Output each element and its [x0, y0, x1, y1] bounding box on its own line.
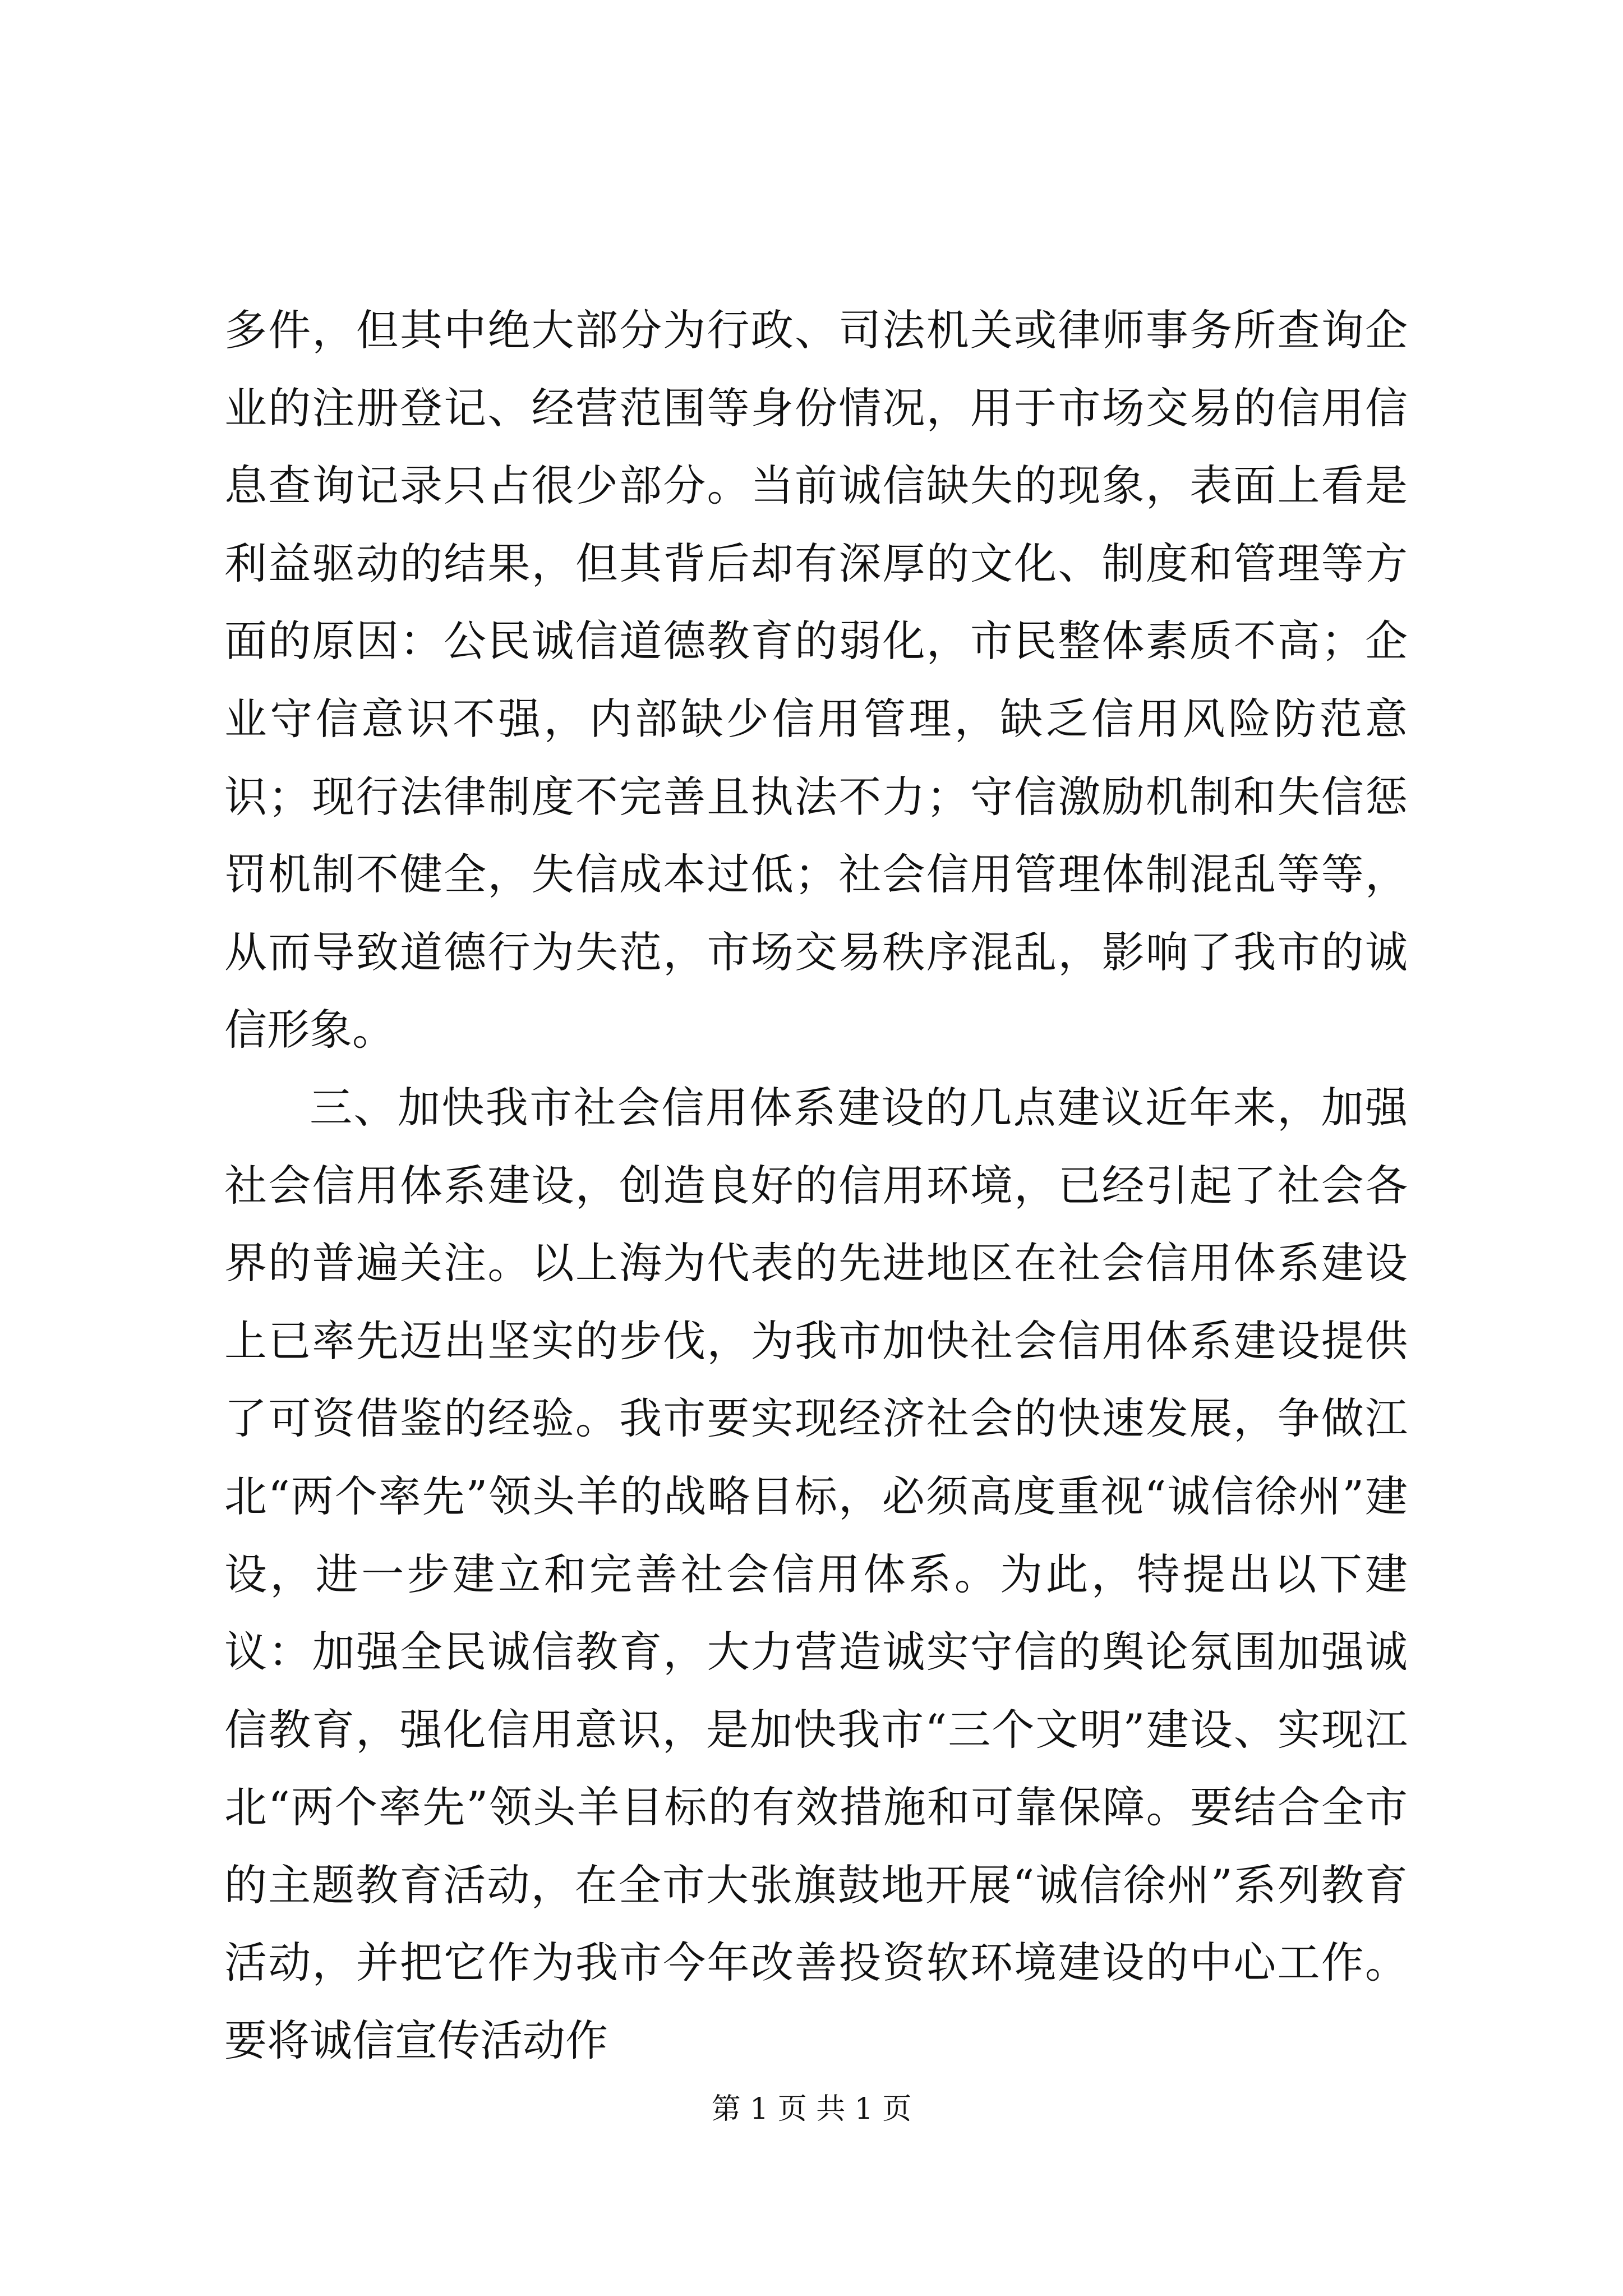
- paragraph-1: 多件，但其中绝大部分为行政、司法机关或律师事务所查询企业的注册登记、经营范围等身份情况，用于市场交易的信用信息查询记录只占很少部分。当前诚信缺失的现象，表面上看是利益驱动的结果，但其背后却有深厚的文化、制度和管理等方面的原因：公民诚信道德教育的弱化，市民整体素质不高；企业守信意识不强，内部缺少信用管理，缺乏信用风险防范意识；现行法律制度不完善且执法不力；守信激励机制和失信惩罚机制不健全，失信成本过低；社会信用管理体制混乱等等，从而导致道德行为失范，市场交易秩序混乱，影响了我市的诚信形象。: [224, 305, 1408, 1055]
- page-footer: 第 1 页 共 1 页: [711, 2092, 912, 2126]
- paragraph-2: 三、加快我市社会信用体系建设的几点建议近年来，加强社会信用体系建设，创造良好的信用环境，已经引起了社会各界的普遍关注。以上海为代表的先进地区在社会信用体系建设上已率先迈出坚实的步伐，为我市加快社会信用体系建设提供了可资借鉴的经验。我市要实现经济社会的快速发展，争做江北“两个率先”领头羊的战略目标，必须高度重视“诚信徐州”建设，进一步建立和完善社会信用体系。为此，特提出以下建议：加强全民诚信教育，大力营造诚实守信的舆论氛围加强诚信教育，强化信用意识，是加快我市“三个文明”建设、实现江北“两个率先”领头羊目标的有效措施和可靠保障。要结合全市的主题教育活动，在全市大张旗鼓地开展“诚信徐州”系列教育活动，并把它作为我市今年改善投资软环境建设的中心工作。要将诚信宣传活动作: [224, 1082, 1408, 2066]
- body-text: [224, 292, 1408, 2080]
